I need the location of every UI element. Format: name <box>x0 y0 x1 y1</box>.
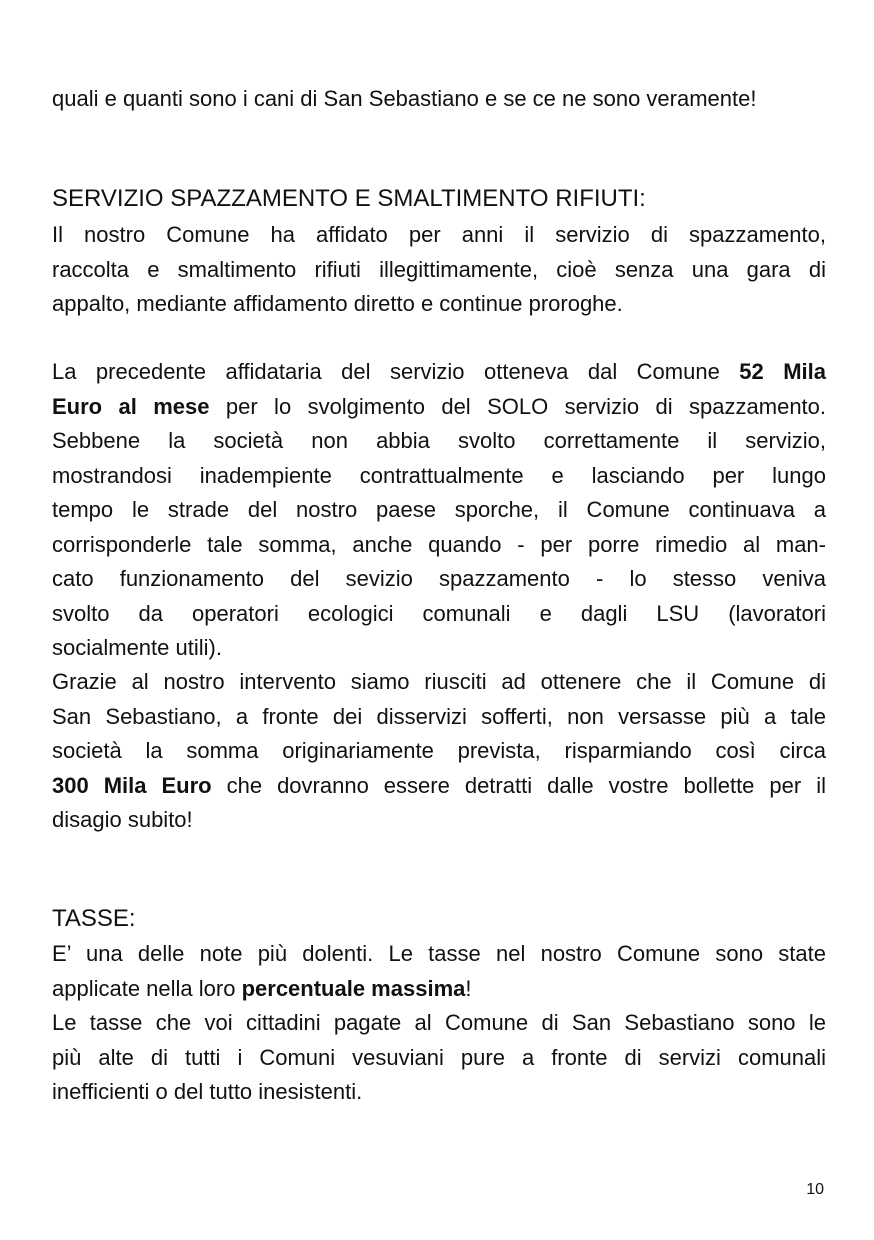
text-line: Il nostro Comune ha affidato per anni il servizio di spazzamento, <box>52 222 826 247</box>
text-line: Le tasse che voi cittadini pagate al Comune di San Sebastiano sono le <box>52 1010 826 1035</box>
intro-paragraph <box>52 82 826 117</box>
highlight-amount: Euro al mese <box>52 393 210 419</box>
text-line: disagio subito! <box>52 807 193 832</box>
text-line: Sebbene la società non abbia svolto correttamente il servizio, <box>52 428 826 453</box>
page-number: 10 <box>806 1181 824 1198</box>
rifiuti-paragraph-2 <box>52 355 826 666</box>
text-line: cato funzionamento del sevizio spazzamento - lo stesso veniva <box>52 566 826 591</box>
highlight-amount: 300 Mila Euro <box>52 772 212 798</box>
text-line: più alte di tutti i Comuni vesuviani pure a fronte di servizi comunali <box>52 1044 826 1070</box>
text-line <box>52 769 826 804</box>
highlight-text: percentuale massima <box>241 975 466 1001</box>
section-heading-rifiuti: SERVIZIO SPAZZAMENTO E SMALTIMENTO RIFIUTI: <box>52 185 646 212</box>
tasse-paragraph-1 <box>52 937 826 1006</box>
text-line: E’ una delle note più dolenti. Le tasse nel nostro Comune sono state <box>52 941 826 966</box>
tasse-paragraph-2 <box>52 1006 826 1110</box>
text-run: applicate nella loro <box>52 975 242 1001</box>
text-line <box>52 972 826 1007</box>
text-line: quali e quanti sono i cani di San Sebastiano e se ce ne sono veramente! <box>52 86 757 111</box>
highlight-amount: 52 Mila <box>739 359 826 384</box>
text-run: che dovranno essere detratti dalle vostre bollette per il <box>211 772 826 798</box>
text-run: ! <box>465 975 472 1001</box>
text-line: società la somma originariamente prevista, risparmiando così circa <box>52 738 826 763</box>
rifiuti-paragraph-3 <box>52 665 826 838</box>
text-line: Grazie al nostro intervento siamo riusciti ad ottenere che il Comune di <box>52 669 826 694</box>
text-line: San Sebastiano, a fronte dei disservizi sofferti, non versasse più a tale <box>52 703 826 729</box>
text-line: raccolta e smaltimento rifiuti illegittimamente, cioè senza una gara di <box>52 256 826 282</box>
text-line: svolto da operatori ecologici comunali e dagli LSU (lavoratori <box>52 600 826 626</box>
text-line: socialmente utili). <box>52 635 222 660</box>
text-line: corrisponderle tale somma, anche quando - per porre rimedio al man- <box>52 531 826 557</box>
text-line <box>52 355 826 390</box>
text-line <box>52 390 826 425</box>
text-run: La precedente affidataria del servizio otteneva dal Comune <box>52 359 740 384</box>
section-heading-tasse: TASSE: <box>52 905 136 932</box>
text-line: tempo le strade del nostro paese sporche, il Comune continuava a <box>52 497 826 522</box>
text-run: per lo svolgimento del SOLO servizio di spazzamento. <box>209 393 827 419</box>
text-line: inefficienti o del tutto inesistenti. <box>52 1079 363 1104</box>
text-line: appalto, mediante affidamento diretto e continue proroghe. <box>52 291 623 316</box>
text-line: mostrandosi inadempiente contrattualmente e lasciando per lungo <box>52 462 826 488</box>
rifiuti-paragraph-1 <box>52 218 826 322</box>
